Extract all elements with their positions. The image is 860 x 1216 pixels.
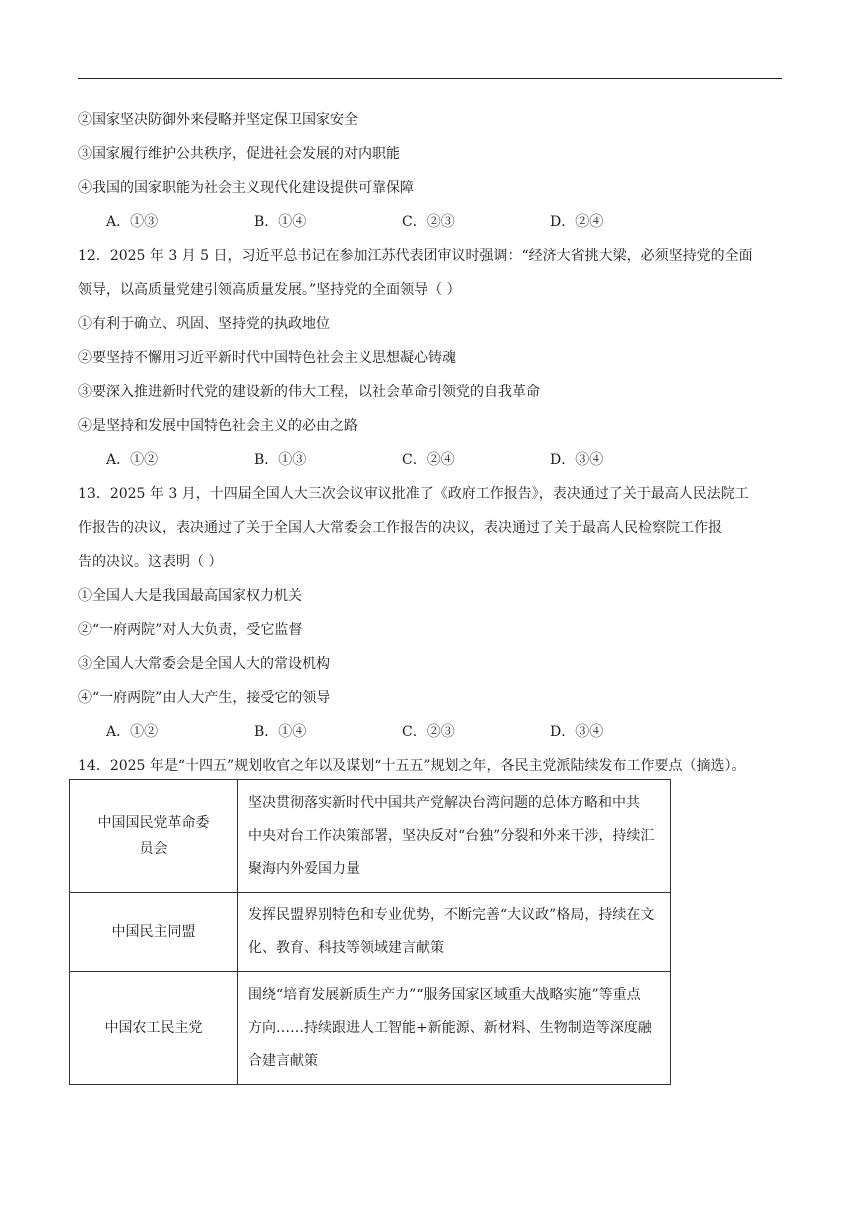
answer-options-q13: [78, 718, 782, 752]
question-stem: 作报告的决议，表决通过了关于全国人大常委会工作报告的决议，表决通过了关于最高人民检察院工作报: [78, 520, 722, 536]
statement: ①全国人大是我国最高国家权力机关: [78, 588, 302, 604]
question-stem: 14．2025 年是“十四五”规划收官之年以及谋划“十五五”规划之年，各民主党派陆续发布工作要点（摘选）。: [78, 758, 746, 774]
statement: ②要坚持不懈用习近平新时代中国特色社会主义思想凝心铸魂: [78, 350, 456, 366]
statement: ③国家履行维护公共秩序，促进社会发展的对内职能: [78, 146, 400, 162]
option-c[interactable]: C．②③: [402, 214, 455, 230]
option-d[interactable]: D．③④: [550, 724, 604, 740]
statement: ①有利于确立、巩固、坚持党的执政地位: [78, 316, 330, 332]
question-content: [78, 106, 782, 786]
option-b[interactable]: B．①④: [254, 724, 307, 740]
work-points-cell: [238, 972, 671, 1085]
work-point-line: 化、教育、科技等领域建言献策: [248, 940, 444, 956]
question-stem: 告的决议。这表明（ ）: [78, 554, 223, 570]
statement: ③要深入推进新时代党的建设新的伟大工程，以社会革命引领党的自我革命: [78, 384, 540, 400]
work-point-line: 中央对台工作决策部署，坚决反对“台独”分裂和外来干涉，持续汇: [248, 827, 655, 844]
option-b[interactable]: B．①④: [254, 214, 307, 230]
table-row: [70, 972, 671, 1085]
option-b[interactable]: B．①③: [254, 452, 307, 468]
statement: ④是坚持和发展中国特色社会主义的必由之路: [78, 418, 358, 434]
option-a[interactable]: A．①②: [106, 452, 159, 468]
answer-options-q12: [78, 446, 782, 480]
statement: ②“一府两院”对人大负责，受它监督: [78, 622, 303, 638]
question-stem: 12．2025 年 3 月 5 日，习近平总书记在参加江苏代表团审议时强调：“经济大省挑大梁，必须坚持党的全面: [78, 248, 753, 264]
work-point-line: 聚海内外爱国力量: [248, 860, 360, 877]
statement: ②国家坚决防御外来侵略并坚定保卫国家安全: [78, 112, 358, 128]
option-d[interactable]: D．②④: [550, 214, 604, 230]
table-row: [70, 780, 671, 893]
work-point-line: 发挥民盟界别特色和专业优势，不断完善“大议政”格局，持续在文: [248, 907, 655, 923]
question-stem: 领导，以高质量党建引领高质量发展。”坚持党的全面领导（ ）: [78, 282, 461, 298]
table-row: [70, 893, 671, 972]
party-work-points-table: [69, 779, 671, 1085]
answer-options-q11: [78, 208, 782, 242]
party-name-line: 中国农工民主党: [104, 1020, 203, 1036]
option-c[interactable]: C．②④: [402, 452, 455, 468]
party-name-cell: [70, 780, 238, 893]
work-point-line: 方向……持续跟进人工智能+新能源、新材料、生物制造等深度融: [248, 1019, 652, 1036]
party-name-cell: [70, 972, 238, 1085]
header-rule: [78, 78, 782, 79]
option-c[interactable]: C．②③: [402, 724, 455, 740]
statement: ④“一府两院”由人大产生，接受它的领导: [78, 690, 331, 706]
work-points-cell: [238, 893, 671, 972]
party-name-cell: [70, 893, 238, 972]
statement: ③全国人大常委会是全国人大的常设机构: [78, 656, 330, 672]
option-d[interactable]: D．③④: [550, 452, 604, 468]
work-point-line: 坚决贯彻落实新时代中国共产党解决台湾问题的总体方略和中共: [248, 794, 640, 811]
statement: ④我国的国家职能为社会主义现代化建设提供可靠保障: [78, 180, 414, 196]
work-point-line: 合建言献策: [248, 1052, 318, 1069]
work-points-cell: [238, 780, 671, 893]
party-name-line: 中国国民党革命委: [97, 815, 210, 831]
party-name-line: 员会: [139, 841, 168, 857]
party-name-line: 中国民主同盟: [111, 924, 196, 940]
option-a[interactable]: A．①②: [106, 724, 159, 740]
option-a[interactable]: A．①③: [106, 214, 159, 230]
work-point-line: 围绕“培育发展新质生产力”“服务国家区域重大战略实施”等重点: [248, 986, 641, 1003]
question-stem: 13．2025 年 3 月，十四届全国人大三次会议审议批准了《政府工作报告》，表决通过了关于最高人民法院工: [78, 486, 749, 502]
